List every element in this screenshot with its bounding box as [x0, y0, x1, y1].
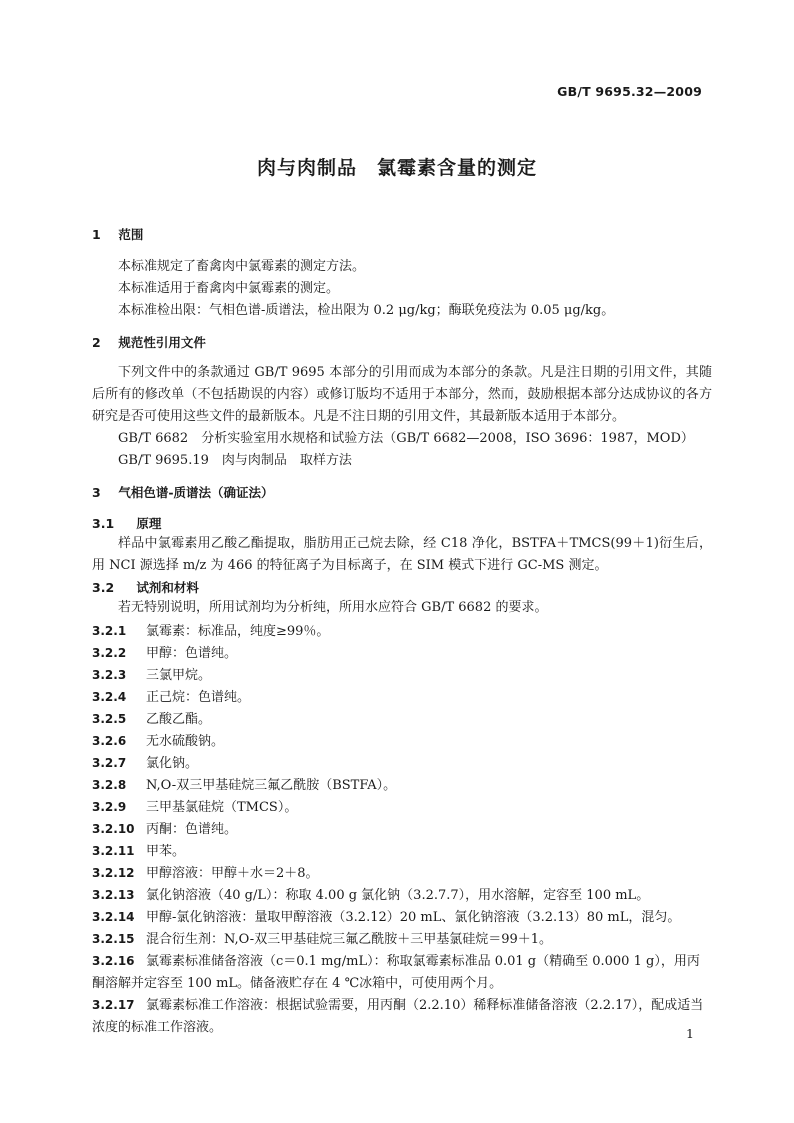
- section-number: 3.1: [92, 516, 115, 531]
- reagent-item: [92, 840, 712, 863]
- page-number: 1: [686, 1026, 694, 1041]
- reagent-number: 3.2.4: [92, 690, 127, 704]
- section-2-heading: [92, 333, 206, 351]
- reagent-number: 3.2.5: [92, 712, 127, 726]
- reagent-number: 3.2.12: [92, 866, 135, 880]
- reagent-number: 3.2.14: [92, 910, 135, 924]
- section-title: 规范性引用文件: [118, 335, 206, 350]
- reagent-number: 3.2.16: [92, 954, 135, 968]
- document-title: 肉与肉制品 氯霉素含量的测定: [256, 157, 537, 179]
- reagent-number: 3.2.8: [92, 778, 127, 792]
- reagent-text: 混合衍生剂：N,O-双三甲基硅烷三氟乙酰胺＋三甲基氯硅烷＝99＋1。: [146, 932, 553, 947]
- section-3-2-heading: [92, 578, 199, 596]
- reagent-text: 甲醇-氯化钠溶液：量取甲醇溶液（3.2.12）20 mL、氯化钠溶液（3.2.13）80 mL，混匀。: [146, 910, 681, 925]
- reagent-item: [92, 818, 712, 841]
- scope-para-1: 本标准规定了畜禽肉中氯霉素的测定方法。: [118, 259, 366, 274]
- reagent-item: [92, 730, 712, 753]
- scope-para-3: 本标准检出限：气相色谱-质谱法，检出限为 0.2 μg/kg；酶联免疫法为 0.05 μg/kg。: [118, 303, 615, 318]
- reagent-item: [92, 642, 712, 665]
- reagent-item: [92, 950, 712, 995]
- reagent-number: 3.2.17: [92, 998, 135, 1012]
- reagent-number: 3.2.13: [92, 888, 135, 902]
- section-3-1-heading: [92, 514, 161, 532]
- reagent-number: 3.2.3: [92, 668, 127, 682]
- reagents-intro-para: 若无特别说明，所用试剂均为分析纯，所用水应符合 GB/T 6682 的要求。: [118, 600, 548, 615]
- section-1-heading: [92, 225, 143, 243]
- reagent-text: 丙酮：色谱纯。: [146, 822, 238, 837]
- reagent-number: 3.2.15: [92, 932, 135, 946]
- section-3-heading: [92, 483, 274, 501]
- section-number: 3: [92, 485, 101, 500]
- reagent-number: 3.2.2: [92, 646, 127, 660]
- section-number: 3.2: [92, 580, 115, 595]
- reagent-number: 3.2.11: [92, 844, 135, 858]
- section-number: 1: [92, 227, 101, 242]
- section-title: 范围: [118, 227, 144, 242]
- reagent-item: [92, 620, 712, 643]
- reagent-number: 3.2.7: [92, 756, 127, 770]
- reagent-item: [92, 862, 712, 885]
- section-number: 2: [92, 335, 101, 350]
- reagent-text: 三甲基氯硅烷（TMCS）。: [146, 800, 298, 815]
- standard-number: GB/T 9695.32—2009: [557, 84, 702, 99]
- reagent-number: 3.2.9: [92, 800, 127, 814]
- reagent-text: 甲醇溶液：甲醇＋水＝2＋8。: [146, 866, 319, 881]
- reagent-number: 3.2.1: [92, 624, 127, 638]
- reagent-text: 乙酸乙酯。: [146, 712, 212, 727]
- reagent-text: 氯霉素标准储备溶液（c＝0.1 mg/mL）：称取氯霉素标准品 0.01 g（精确至 0.000 1 g），用丙酮溶解并定容至 100 mL。储备液贮存在 4 ℃冰箱中，可使用两个月。: [92, 954, 700, 991]
- normative-references-para: 下列文件中的条款通过 GB/T 9695 本部分的引用而成为本部分的条款。凡是注日期的引用文件，其随后所有的修改单（不包括勘误的内容）或修订版均不适用于本部分，然而，鼓励根据本部分达成协议的各方研究是否可使用这些文件的最新版本。凡是不注日期的引用文件，其最新版本适用于本部分。: [92, 365, 712, 424]
- reagent-text: 甲苯。: [146, 844, 186, 859]
- reagent-number: 3.2.10: [92, 822, 135, 836]
- section-title: 原理: [136, 516, 162, 531]
- reagent-text: 氯化钠。: [146, 756, 199, 771]
- section-title: 试剂和材料: [136, 580, 199, 595]
- reagent-item: [92, 906, 712, 929]
- reagent-text: 正己烷：色谱纯。: [146, 690, 251, 705]
- reagent-text: 无水硫酸钠。: [146, 734, 225, 749]
- reference-gbt6682: GB/T 6682 分析实验室用水规格和试验方法（GB/T 6682—2008，ISO 3696：1987，MOD）: [118, 431, 694, 446]
- reagent-text: 氯霉素标准工作溶液：根据试验需要，用丙酮（2.2.10）稀释标准储备溶液（2.2.17），配成适当浓度的标准工作溶液。: [92, 998, 704, 1035]
- reagent-item: [92, 708, 712, 731]
- reagent-text: 甲醇：色谱纯。: [146, 646, 238, 661]
- reagent-text: N,O-双三甲基硅烷三氟乙酰胺（BSTFA）。: [146, 778, 397, 793]
- reagent-item: [92, 796, 712, 819]
- reagent-text: 三氯甲烷。: [146, 668, 212, 683]
- reagent-item: [92, 664, 712, 687]
- reagent-item: [92, 928, 712, 951]
- reagent-text: 氯化钠溶液（40 g/L）：称取 4.00 g 氯化钠（3.2.7.7），用水溶解，定容至 100 mL。: [146, 888, 650, 903]
- reagent-item: [92, 994, 712, 1039]
- scope-para-2: 本标准适用于畜禽肉中氯霉素的测定。: [118, 281, 340, 296]
- reagent-item: [92, 884, 712, 907]
- reagent-item: [92, 774, 712, 797]
- reagent-item: [92, 686, 712, 709]
- reference-gbt9695-19: GB/T 9695.19 肉与肉制品 取样方法: [118, 453, 352, 468]
- reagent-number: 3.2.6: [92, 734, 127, 748]
- section-title: 气相色谱-质谱法（确证法）: [118, 485, 274, 500]
- reagent-text: 氯霉素：标准品，纯度≥99％。: [146, 624, 330, 639]
- reagent-item: [92, 752, 712, 775]
- principle-para: 样品中氯霉素用乙酸乙酯提取，脂肪用正己烷去除，经 C18 净化，BSTFA＋TMCS(99＋1)衍生后，用 NCI 源选择 m/z 为 466 的特征离子为目标离子，在 SIM 模式下进行 GC-MS 测定。: [92, 536, 713, 573]
